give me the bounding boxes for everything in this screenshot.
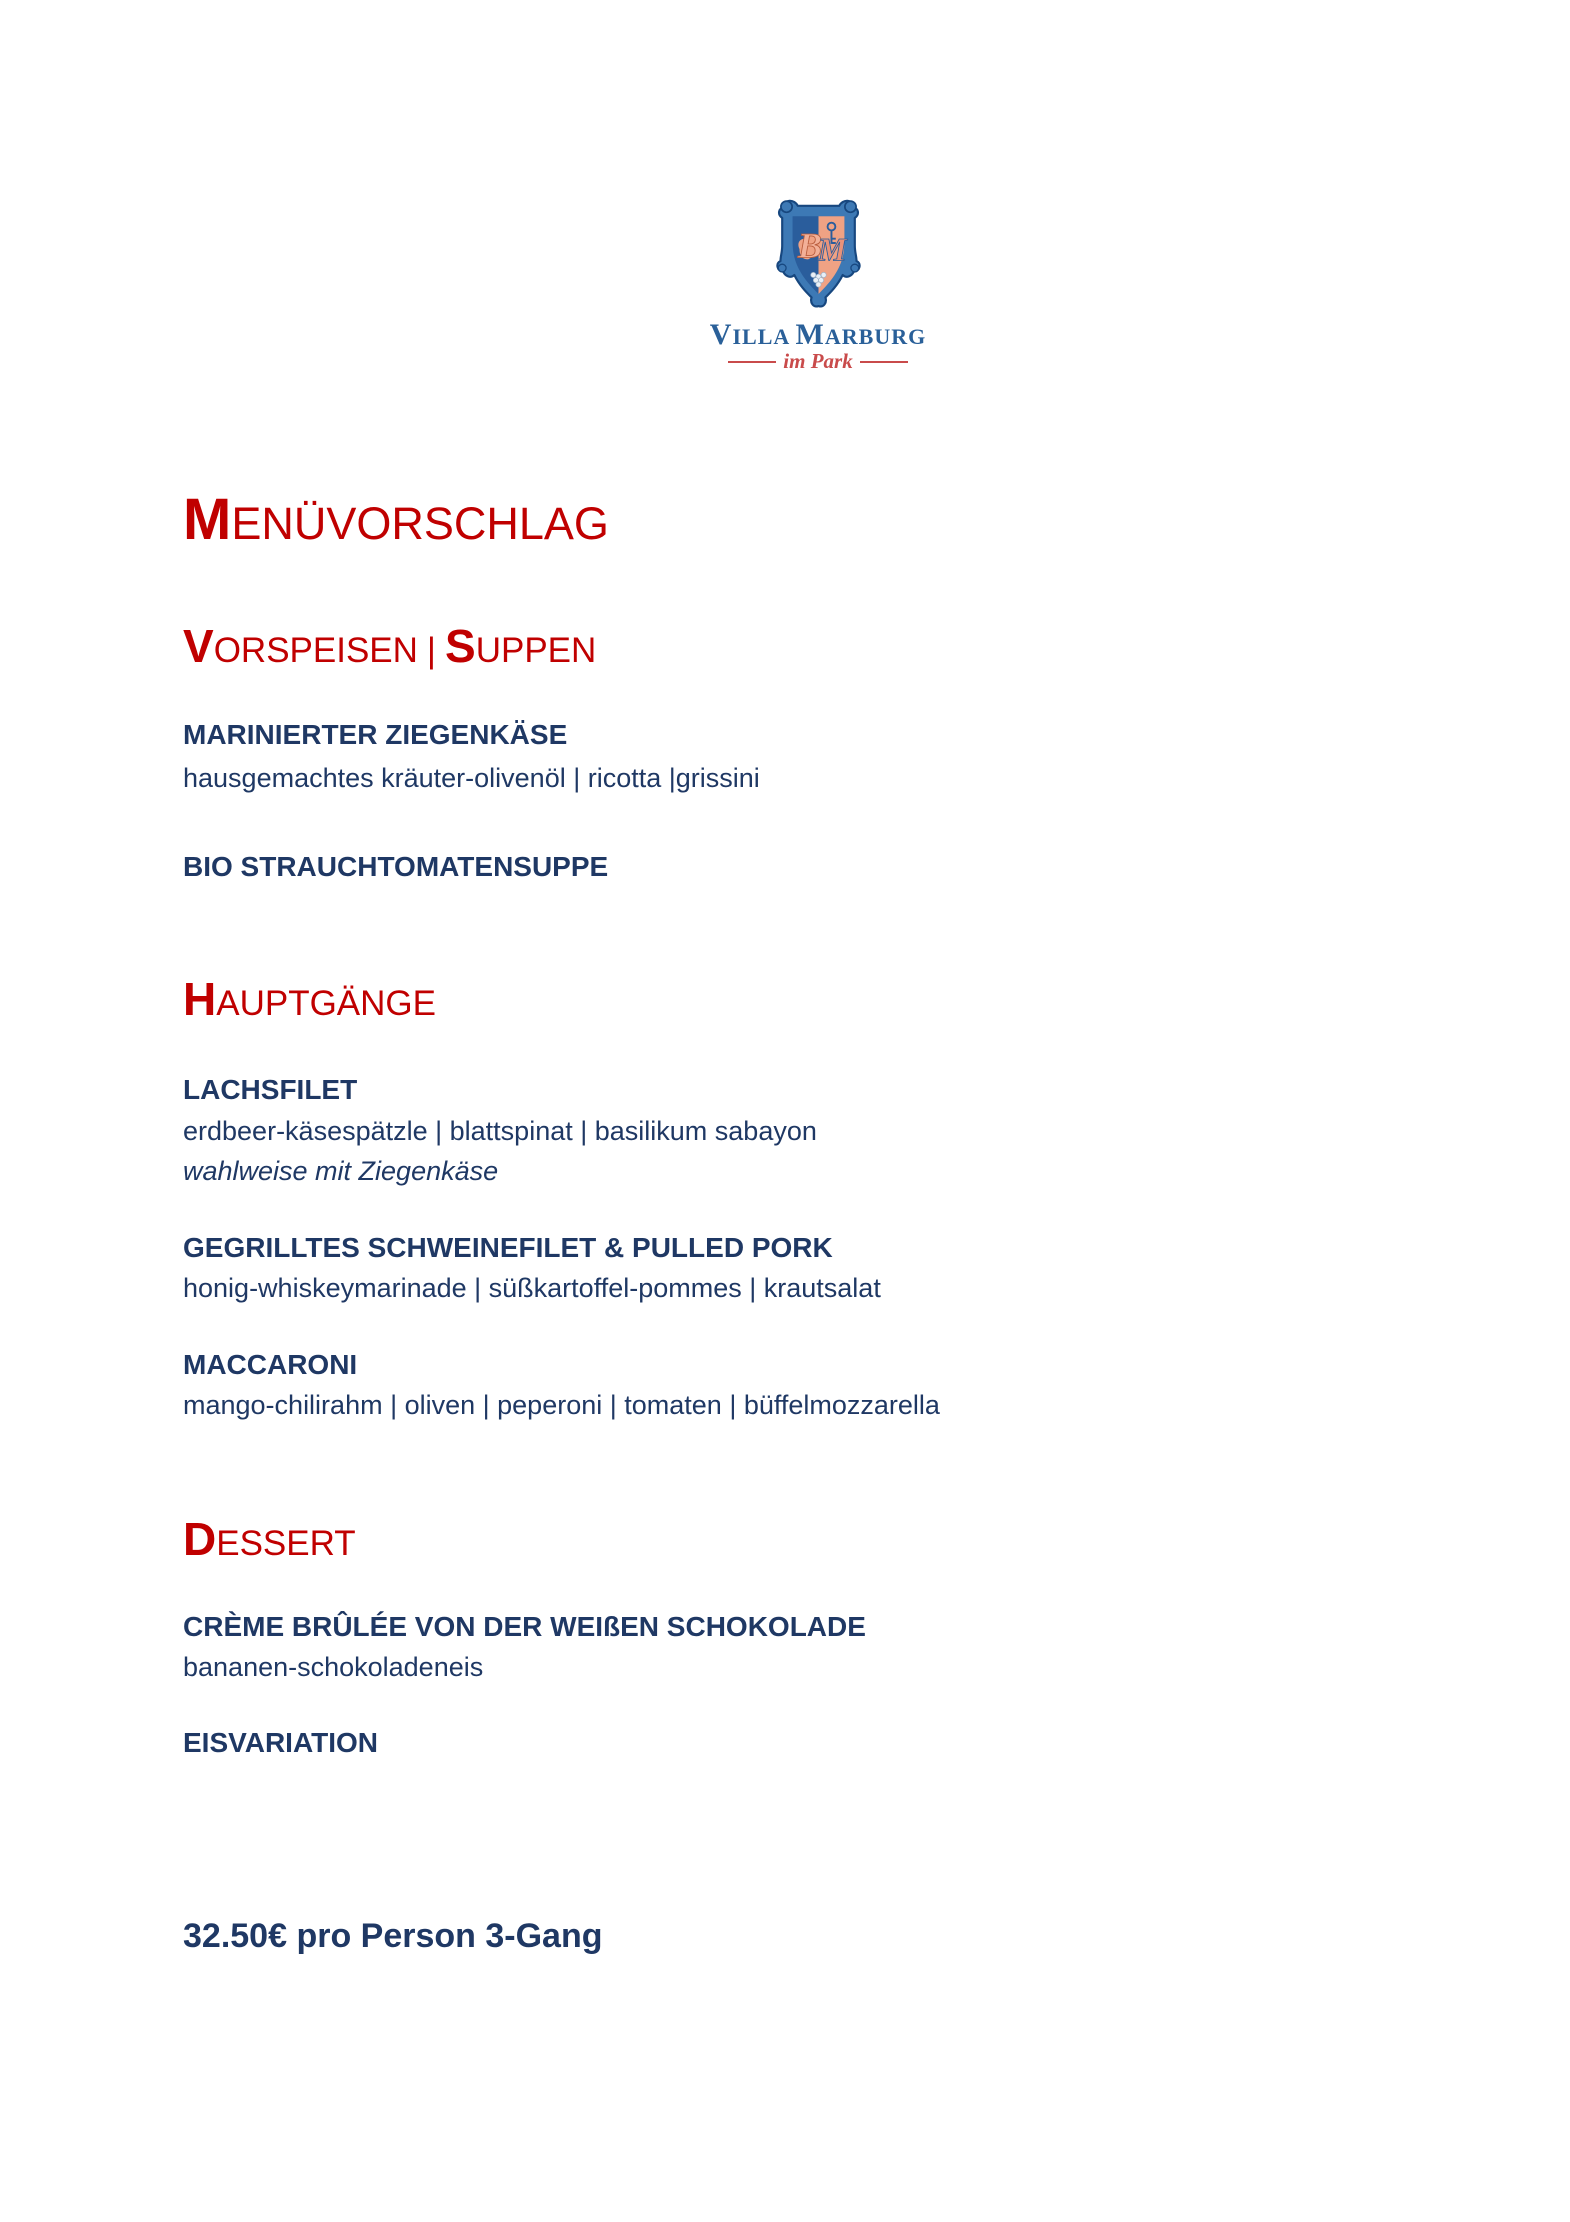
menu-item-note: wahlweise mit Ziegenkäse	[183, 1156, 499, 1186]
logo-tagline	[728, 351, 907, 372]
crest-monogram-right: M	[817, 232, 847, 269]
heading-lead: H	[183, 973, 217, 1025]
wordmark-lead-v: V	[709, 318, 733, 351]
wordmark-rest-illa: ILLA	[732, 324, 796, 349]
menu-item-name: GEGRILLTES SCHWEINEFILET & PULLED PORK	[183, 1232, 833, 1263]
heading-lead: V	[183, 620, 214, 672]
menu-item-name: CRÈME BRÛLÉE VON DER WEIßEN SCHOKOLADE	[183, 1611, 866, 1642]
page-title-lead: M	[183, 487, 232, 552]
menu-item-desc: erdbeer-käsespätzle | blattspinat | basilikum sabayon	[183, 1116, 817, 1146]
menu-item-name: MACCARONI	[183, 1349, 358, 1380]
section-heading-hauptgaenge	[183, 973, 436, 1025]
menu-item-desc: bananen-schokoladeneis	[183, 1652, 484, 1682]
page-title	[183, 487, 609, 552]
price-line: 32.50€ pro Person 3-Gang	[183, 1917, 603, 1955]
heading-lead: S	[445, 620, 476, 672]
menu-item-desc: honig-whiskeymarinade | süßkartoffel-pommes | krautsalat	[183, 1273, 881, 1303]
tagline-text: im Park	[783, 349, 853, 373]
menu-item-desc: hausgemachtes kräuter-olivenöl | ricotta |grissini	[183, 763, 760, 793]
menu-item-name: BIO STRAUCHTOMATENSUPPE	[183, 851, 609, 882]
menu-item-desc: mango-chilirahm | oliven | peperoni | tomaten | büffelmozzarella	[183, 1390, 940, 1420]
villa-marburg-logo	[688, 192, 948, 372]
menu-item-name: LACHSFILET	[183, 1074, 358, 1105]
tagline-rule-right	[860, 361, 908, 363]
menu-item-name: MARINIERTER ZIEGENKÄSE	[183, 719, 568, 750]
section-heading-dessert	[183, 1513, 356, 1565]
heading-rest: UPPEN	[475, 631, 597, 670]
tagline-rule-left	[728, 361, 776, 363]
heading-lead: D	[183, 1513, 217, 1565]
heading-rest: AUPTGÄNGE	[216, 984, 436, 1023]
heading-rest: ESSERT	[216, 1524, 356, 1563]
heading-divider: |	[426, 631, 437, 670]
villa-marburg-crest-icon	[775, 192, 862, 313]
section-heading-vorspeisen-suppen	[183, 620, 597, 672]
crest-monogram-left: B	[797, 225, 822, 266]
wordmark-lead-m: M	[795, 318, 825, 351]
heading-rest: ORSPEISEN	[213, 631, 418, 670]
menu-item-name: EISVARIATION	[183, 1727, 378, 1758]
logo-wordmark	[710, 320, 926, 350]
page-title-rest: ENÜVORSCHLAG	[231, 498, 609, 549]
wordmark-rest-arburg: ARBURG	[824, 324, 927, 349]
